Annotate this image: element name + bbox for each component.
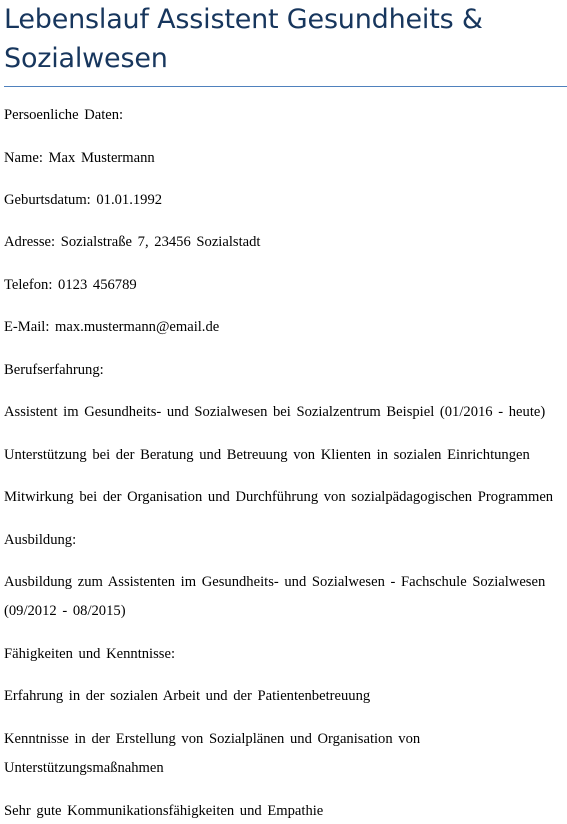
section-heading-personal: Persoenliche Daten: bbox=[4, 107, 124, 123]
text-line-name: Name: Max Mustermann bbox=[4, 150, 155, 166]
text-line-birthdate: Geburtsdatum: 01.01.1992 bbox=[4, 192, 163, 208]
section-heading-experience: Berufserfahrung: bbox=[4, 362, 104, 378]
text-line-skill-2: Kenntnisse in der Erstellung von Sozialplänen und Organisation von bbox=[4, 731, 421, 747]
title-divider bbox=[4, 86, 567, 87]
text-line-email: E-Mail: max.mustermann@email.de bbox=[4, 319, 220, 335]
document-title: Lebenslauf Assistent Gesundheits & Sozialwesen bbox=[4, 4, 483, 74]
text-line-experience-2: Unterstützung bei der Beratung und Betreuung von Klienten in sozialen Einrichtungen bbox=[4, 447, 530, 463]
text-line-education-1: Ausbildung zum Assistenten im Gesundheits- und Sozialwesen - Fachschule Sozialwesen bbox=[4, 574, 546, 590]
section-heading-education: Ausbildung: bbox=[4, 532, 77, 548]
text-line-phone: Telefon: 0123 456789 bbox=[4, 277, 137, 293]
section-heading-skills: Fähigkeiten und Kenntnisse: bbox=[4, 646, 175, 662]
text-line-skill-2-cont: Unterstützungsmaßnahmen bbox=[4, 760, 164, 776]
text-line-address: Adresse: Sozialstraße 7, 23456 Sozialstadt bbox=[4, 234, 261, 250]
text-line-education-2: (09/2012 - 08/2015) bbox=[4, 603, 126, 619]
text-line-skill-1: Erfahrung in der sozialen Arbeit und der Patientenbetreuung bbox=[4, 688, 371, 704]
text-line-skill-3: Sehr gute Kommunikationsfähigkeiten und Empathie bbox=[4, 803, 324, 819]
text-line-experience-3: Mitwirkung bei der Organisation und Durchführung von sozialpädagogischen Programmen bbox=[4, 489, 554, 505]
text-line-experience-1: Assistent im Gesundheits- und Sozialwesen bei Sozialzentrum Beispiel (01/2016 - heute) bbox=[4, 404, 546, 420]
